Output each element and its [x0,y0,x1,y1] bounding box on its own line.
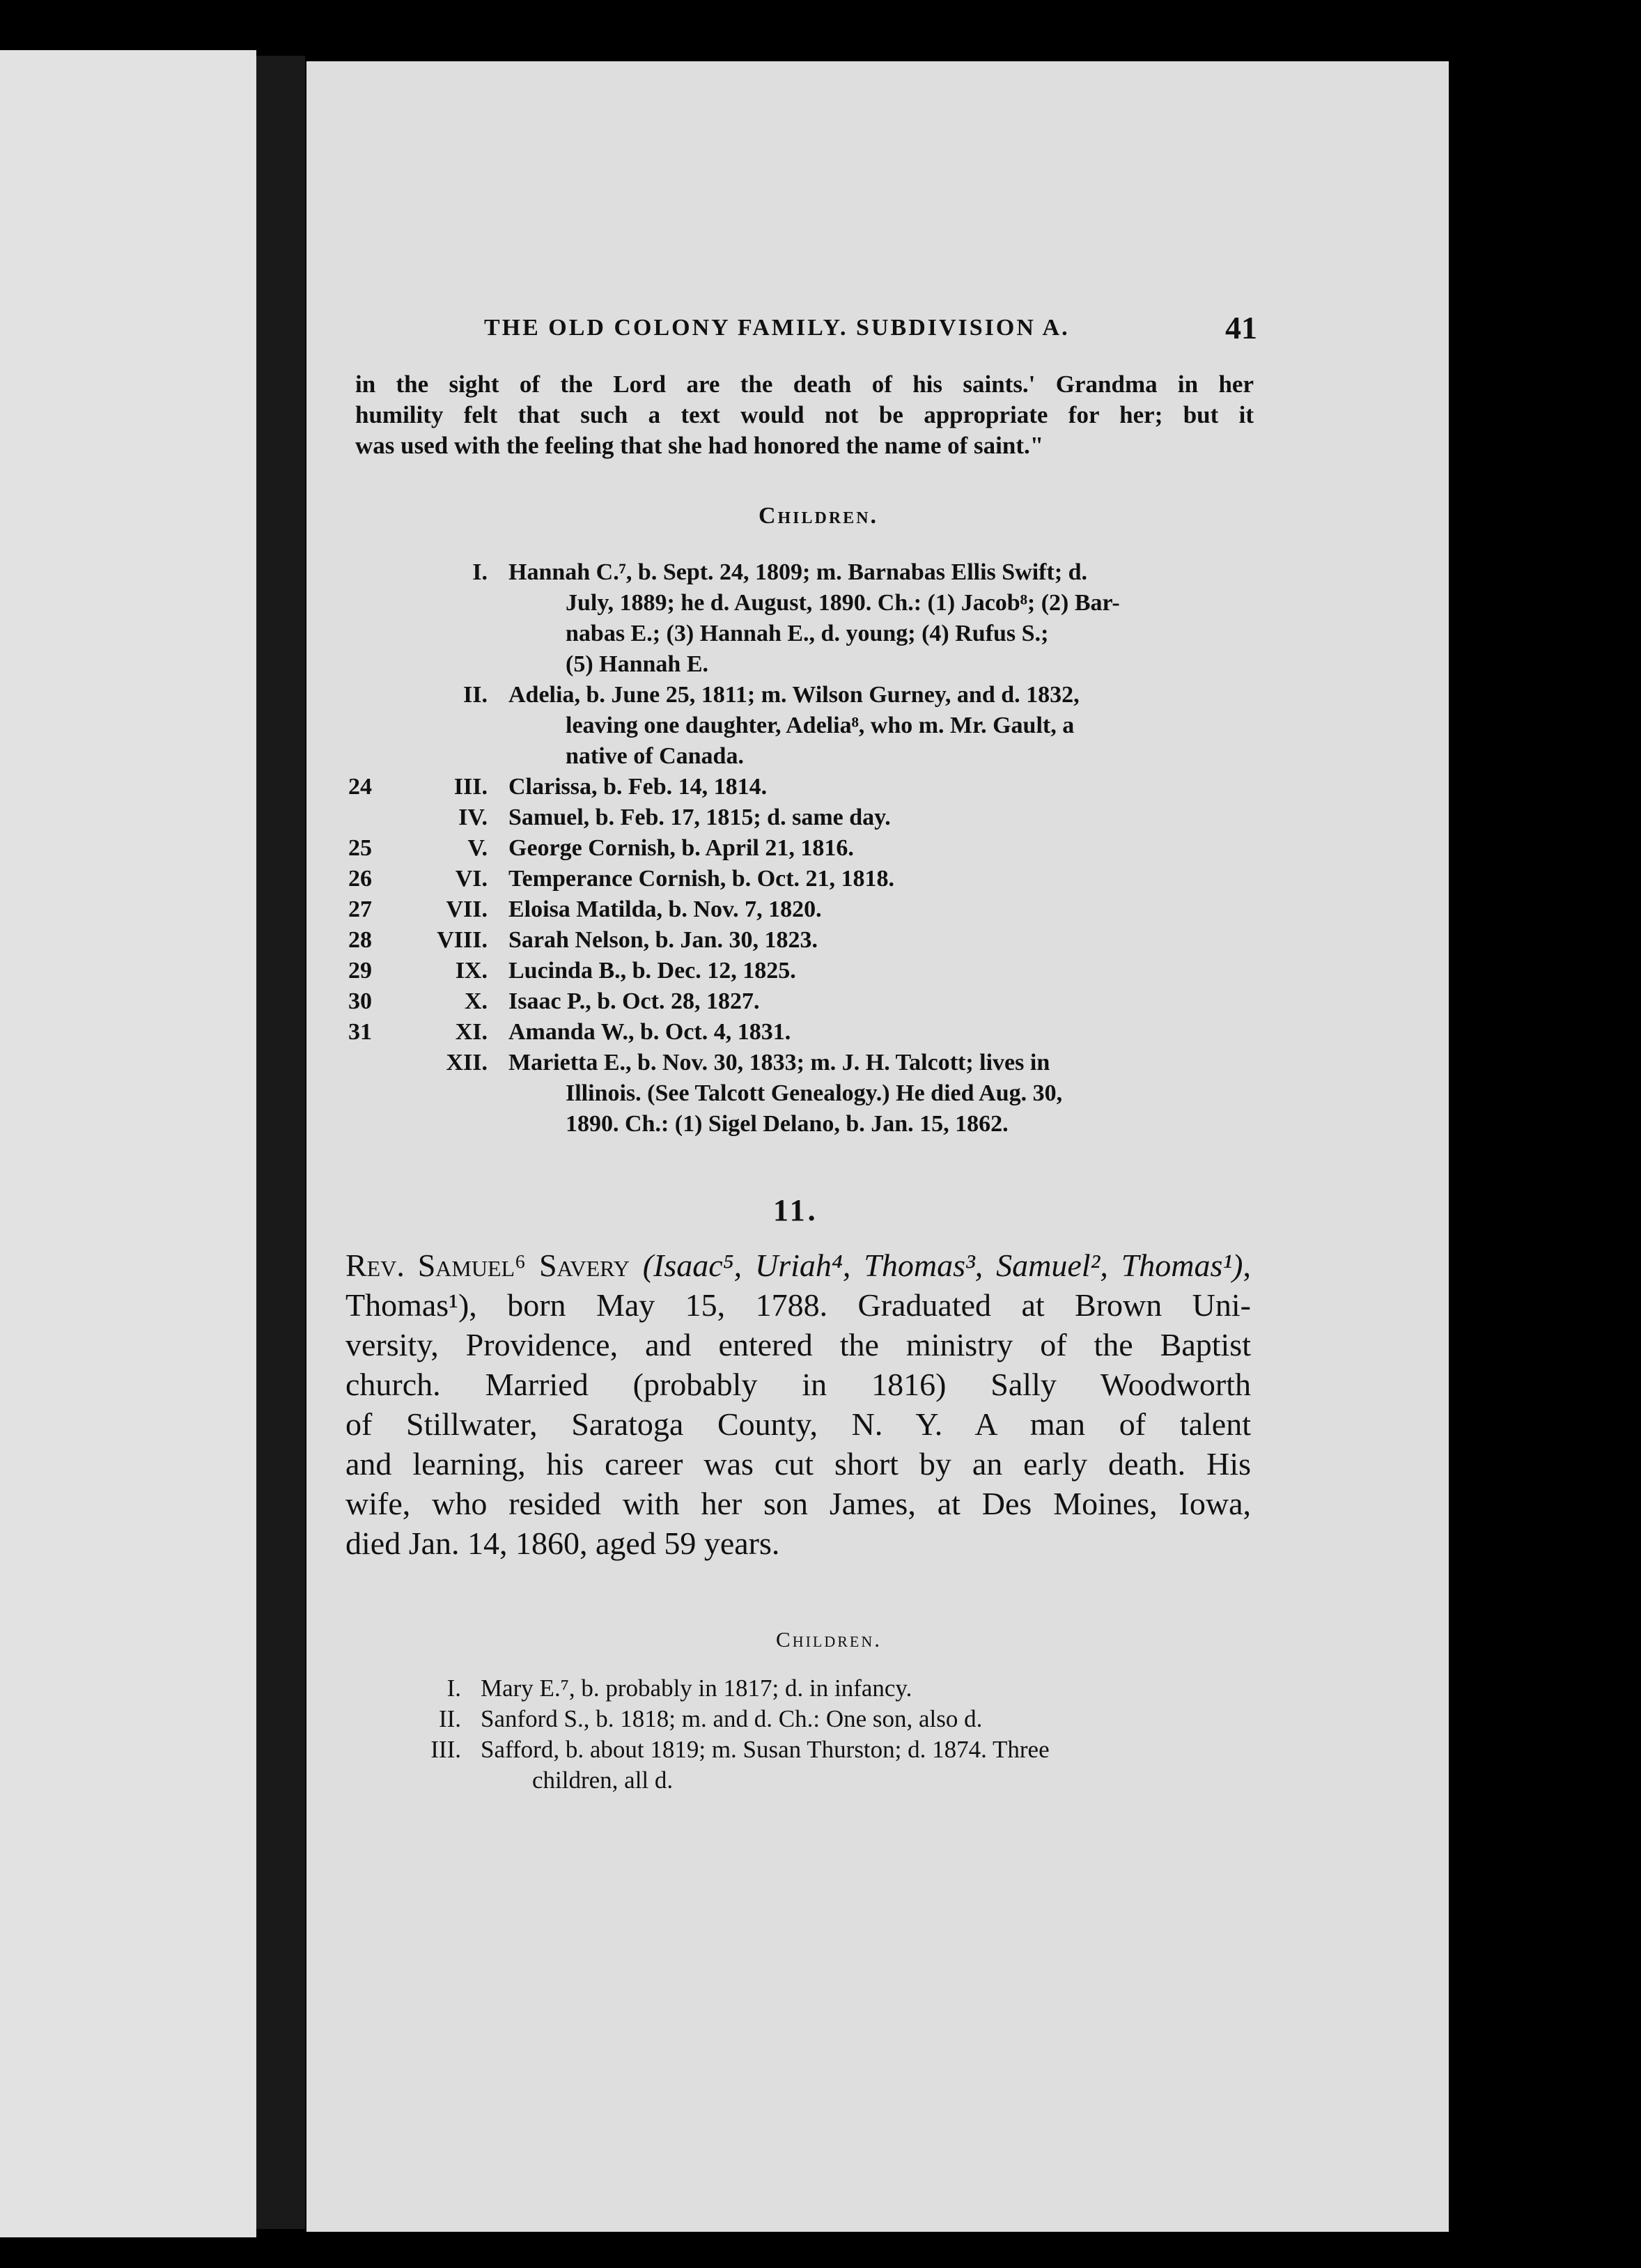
entry-line: Sarah Nelson, b. Jan. 30, 1823. [508,927,818,953]
entry-line: Samuel, b. Feb. 17, 1815; d. same day. [508,805,891,830]
entry-roman: III. [430,1736,461,1763]
list-item [348,772,1261,802]
list-item [348,557,1261,680]
biography-line: died Jan. 14, 1860, aged 59 years. [345,1525,780,1561]
entry-number [348,557,390,680]
entry-line: Mary E.⁷, b. probably in 1817; d. in infancy. [481,1675,912,1702]
list-item [348,833,1261,864]
biography-line: wife, who resided with her son James, at Des Moines, Iowa, [345,1486,1251,1521]
entry-roman: II. [438,1705,461,1732]
entry-line: nabas E.; (3) Hannah E., d. young; (4) Rufus S.; [566,621,1049,646]
list-item [348,1048,1261,1140]
entry-roman: II. [463,682,488,708]
entry-line: native of Canada. [566,743,744,769]
entry-number: 27 [348,896,372,922]
entry-line: Clarissa, b. Feb. 14, 1814. [508,774,768,800]
entry-line: Marietta E., b. Nov. 30, 1833; m. J. H. Talcott; lives in [508,1050,1050,1075]
entry-roman: XI. [455,1019,488,1045]
entry-line: Hannah C.⁷, b. Sept. 24, 1809; m. Barnabas Ellis Swift; d. [508,559,1088,585]
entry-line: July, 1889; he d. August, 1890. Ch.: (1) Jacob⁸; (2) Bar- [566,590,1120,616]
list-item [348,986,1261,1017]
entry-heading-number: 11. [773,1193,818,1227]
entry-roman: I. [472,559,488,585]
list-item [390,1673,1254,1704]
entry-line: Illinois. (See Talcott Genealogy.) He died Aug. 30, [566,1080,1063,1106]
children-list [390,1673,1254,1796]
biography-punct: , [1243,1248,1252,1283]
entry-roman: I. [446,1675,461,1702]
entry-roman: VI. [455,866,488,892]
entry-number: 25 [348,835,372,861]
list-item [348,894,1261,925]
list-item [348,1017,1261,1048]
quote-line: in the sight of the Lord are the death of his saints.' Grandma in her [355,371,1254,398]
biography-line: and learning, his career was cut short by an early death. His [345,1446,1251,1482]
entry-line: Sanford S., b. 1818; m. and d. Ch.: One son, also d. [481,1705,983,1732]
entry-line: Isaac P., b. Oct. 28, 1827. [508,988,760,1014]
page-number: 41 [1225,310,1257,345]
book-gutter [256,56,305,2229]
entry-line: Adelia, b. June 25, 1811; m. Wilson Gurney, and d. 1832, [508,682,1080,708]
entry-line: George Cornish, b. April 21, 1816. [508,835,854,861]
entry-number: 24 [348,774,372,800]
entry-number [348,802,390,833]
entry-number [348,1048,390,1140]
list-item [390,1734,1254,1796]
biography-line: Thomas¹), born May 15, 1788. Graduated at Brown Uni- [345,1287,1251,1323]
facing-page [0,50,256,2237]
children-list [348,557,1261,1140]
children-heading: Children. [776,1627,882,1652]
quote-paragraph [355,369,1254,461]
entry-roman: X. [464,988,488,1014]
running-title: THE OLD COLONY FAMILY. SUBDIVISION A. [484,315,1070,341]
entry-number [348,680,390,772]
entry-roman: IV. [458,805,488,830]
biography-lineage: (Isaac⁵, Uriah⁴, Thomas³, Samuel², Thomas¹) [642,1248,1243,1283]
entry-roman: VIII. [437,927,488,953]
entry-number: 26 [348,866,372,892]
entry-text [508,557,1261,680]
biography-line-1 [345,1245,1251,1285]
entry-roman: IX. [455,958,488,984]
entry-number: 28 [348,927,372,953]
biography-line: of Stillwater, Saratoga County, N. Y. A man of talent [345,1406,1251,1442]
page-header [484,309,1257,351]
biography-name: Rev. Samuel⁶ Savery [345,1248,630,1283]
entry-number: 31 [348,1019,372,1045]
entry-roman: VII. [446,896,488,922]
quote-line: humility felt that such a text would not be appropriate for her; but it [355,401,1254,428]
entry-line: Temperance Cornish, b. Oct. 21, 1818. [508,866,895,892]
entry-line: Eloisa Matilda, b. Nov. 7, 1820. [508,896,822,922]
entry-text [481,1734,1254,1796]
children-heading: Children. [758,503,879,529]
entry-line: (5) Hannah E. [566,651,708,677]
entry-roman: III. [453,774,488,800]
entry-roman: V. [467,835,488,861]
entry-line: 1890. Ch.: (1) Sigel Delano, b. Jan. 15, 1862. [566,1111,1009,1137]
entry-line: leaving one daughter, Adelia⁸, who m. Mr. Gault, a [566,713,1075,738]
biography-line: versity, Providence, and entered the ministry of the Baptist [345,1327,1251,1362]
entry-number: 29 [348,958,372,984]
biography-paragraph [345,1245,1251,1563]
entry-text [508,1048,1261,1140]
entry-line: Safford, b. about 1819; m. Susan Thurston; d. 1874. Three [481,1736,1050,1763]
list-item [348,680,1261,772]
list-item [348,925,1261,956]
entry-number: 30 [348,988,372,1014]
quote-line: was used with the feeling that she had honored the name of saint." [355,432,1044,459]
list-item [348,802,1261,833]
entry-line: Lucinda B., b. Dec. 12, 1825. [508,958,796,984]
list-item [390,1704,1254,1734]
list-item [348,864,1261,894]
list-item [348,956,1261,986]
entry-line: children, all d. [532,1766,674,1794]
entry-text [508,680,1261,772]
entry-roman: XII. [446,1050,488,1075]
biography-line: church. Married (probably in 1816) Sally Woodworth [345,1367,1251,1402]
entry-line: Amanda W., b. Oct. 4, 1831. [508,1019,791,1045]
